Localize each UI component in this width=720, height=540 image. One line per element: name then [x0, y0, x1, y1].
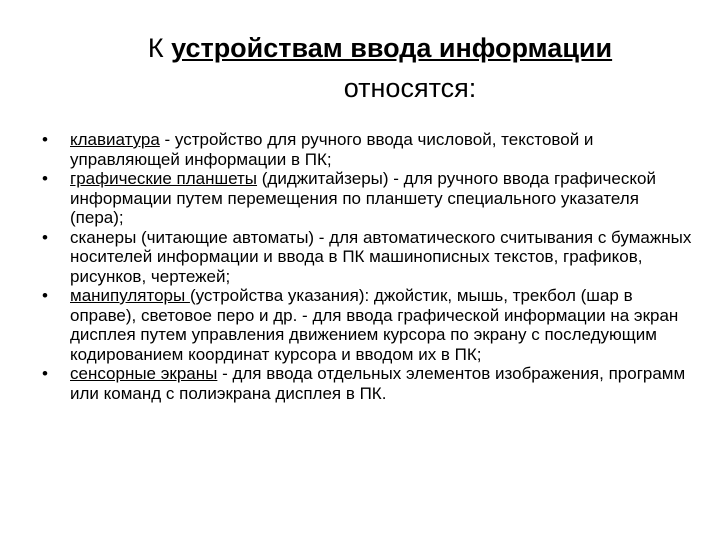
title-bold: устройствам ввода информации: [171, 33, 613, 63]
list-item-tablets: [34, 169, 694, 228]
item-text: - устройство для ручного ввода числовой, текстовой и управляющей информации в ПК;: [70, 130, 594, 169]
list-item-manipulators: [34, 286, 694, 364]
item-term: манипуляторы: [70, 286, 190, 305]
item-text: (устройства указания): джойстик, мышь, трекбол (шар в оправе), световое перо и др. - для ввода графической информации на экран дисплея путем управления движением курсора по экрану с последующим кодированием координат курсора и вводом их в ПК;: [70, 286, 679, 364]
bullet-icon: •: [42, 130, 48, 149]
item-term: графические планшеты: [70, 169, 258, 188]
title-line2: относятся:: [343, 73, 477, 103]
item-text: - для ввода отдельных элементов изображения, программ или команд с полиэкрана дисплея в ПК.: [70, 364, 686, 403]
slide-title: [60, 28, 700, 108]
bullet-icon: •: [42, 364, 48, 383]
item-term: сенсорные экраны: [70, 364, 218, 383]
item-text: сканеры (читающие автоматы) - для автоматического считывания с бумажных носителей информации и ввода в ПК машинописных текстов, графиков, рисунков, чертежей;: [70, 227, 692, 286]
bullet-list: [34, 130, 694, 403]
list-item-touchscreens: [34, 364, 694, 403]
bullet-icon: •: [42, 227, 48, 247]
item-term: клавиатура: [70, 130, 160, 149]
list-item-keyboard: [34, 130, 694, 169]
list-item-scanners: [34, 228, 694, 287]
bullet-icon: •: [42, 169, 48, 188]
bullet-icon: •: [42, 286, 48, 305]
title-prefix: К: [147, 33, 172, 63]
item-text: (диджитайзеры) - для ручного ввода графической информации путем перемещения по планшету специального указателя (пера);: [70, 169, 656, 227]
